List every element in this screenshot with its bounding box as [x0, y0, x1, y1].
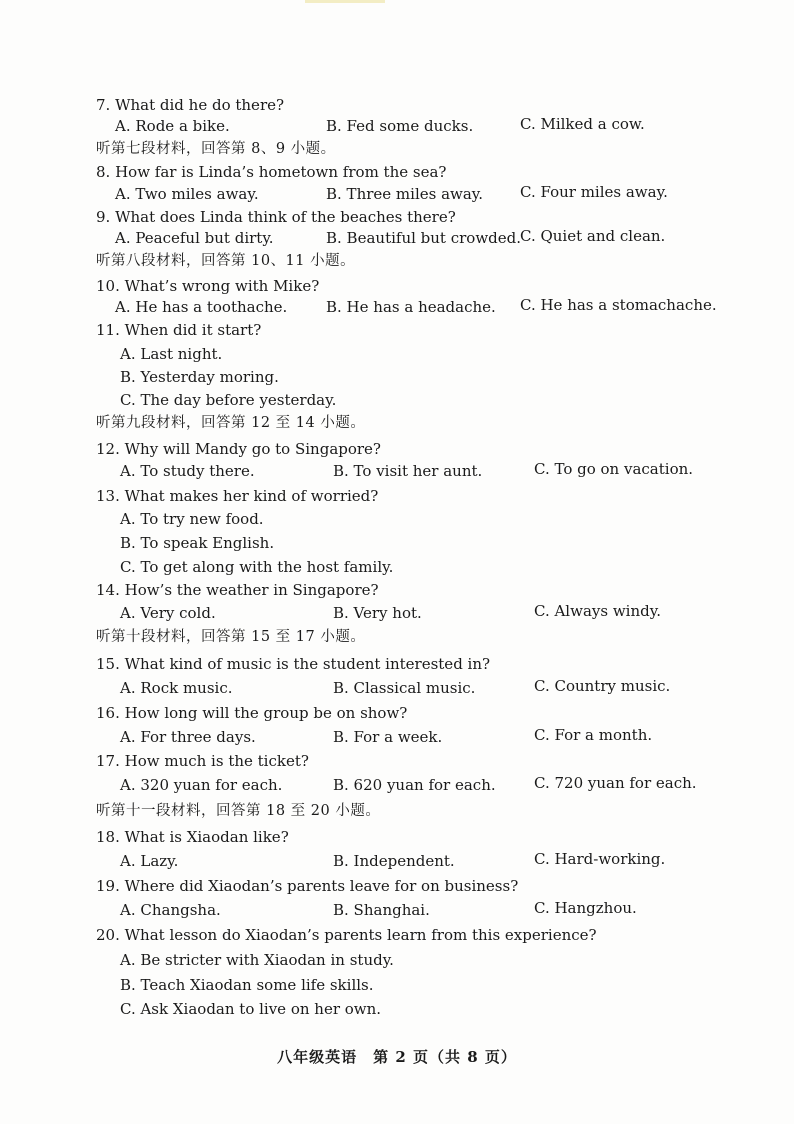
section-instruction: 听第八段材料，回答第 10、11 小题。: [96, 253, 356, 269]
answer-option: C. Ask Xiaodan to live on her own.: [120, 1000, 382, 1018]
option-b: B. For a week.: [333, 728, 443, 746]
answer-option: A. Be stricter with Xiaodan in study.: [120, 951, 394, 969]
option-b: B. Independent.: [333, 852, 455, 870]
question-text: 15. What kind of music is the student interested in?: [96, 655, 491, 673]
option-c: C. He has a stomachache.: [520, 296, 717, 314]
answer-option: B. Teach Xiaodan some life skills.: [120, 976, 374, 994]
option-c: C. For a month.: [534, 726, 653, 744]
question-text: 19. Where did Xiaodan’s parents leave for on business?: [96, 877, 519, 895]
option-c: C. Hard-working.: [534, 850, 666, 868]
question-text: 20. What lesson do Xiaodan’s parents learn from this experience?: [96, 926, 597, 944]
option-c: C. Country music.: [534, 677, 671, 695]
section-instruction: 听第七段材料，回答第 8、9 小题。: [96, 141, 336, 157]
option-c: C. Quiet and clean.: [520, 227, 666, 245]
option-b: B. Beautiful but crowded.: [326, 229, 522, 247]
answer-option: C. The day before yesterday.: [120, 391, 337, 409]
option-a: A. Changsha.: [120, 901, 221, 919]
section-instruction: 听第十段材料，回答第 15 至 17 小题。: [96, 629, 366, 645]
option-a: A. 320 yuan for each.: [120, 776, 283, 794]
question-text: 16. How long will the group be on show?: [96, 704, 408, 722]
answer-option: B. To speak English.: [120, 534, 275, 552]
answer-option: A. To try new food.: [120, 510, 264, 528]
option-a: A. To study there.: [120, 462, 255, 480]
option-c: C. Milked a cow.: [520, 115, 645, 133]
option-a: A. Rode a bike.: [115, 117, 230, 135]
option-a: A. He has a toothache.: [115, 298, 288, 316]
question-text: 17. How much is the ticket?: [96, 752, 309, 770]
question-text: 12. Why will Mandy go to Singapore?: [96, 440, 381, 458]
section-instruction: 听第九段材料，回答第 12 至 14 小题。: [96, 415, 366, 431]
option-b: B. Three miles away.: [326, 185, 484, 203]
option-c: C. Four miles away.: [520, 183, 668, 201]
question-text: 9. What does Linda think of the beaches there?: [96, 208, 456, 226]
question-text: 18. What is Xiaodan like?: [96, 828, 289, 846]
question-text: 7. What did he do there?: [96, 96, 285, 114]
top-edge-mark: [305, 0, 385, 3]
option-a: A. Very cold.: [120, 604, 216, 622]
option-a: A. Peaceful but dirty.: [115, 229, 274, 247]
option-c: C. Always windy.: [534, 602, 661, 620]
option-c: C. Hangzhou.: [534, 899, 637, 917]
section-instruction: 听第十一段材料，回答第 18 至 20 小题。: [96, 803, 381, 819]
answer-option: C. To get along with the host family.: [120, 558, 394, 576]
option-a: A. Rock music.: [120, 679, 233, 697]
question-text: 13. What makes her kind of worried?: [96, 487, 379, 505]
option-b: B. Fed some ducks.: [326, 117, 474, 135]
option-a: A. Lazy.: [120, 852, 179, 870]
question-text: 11. When did it start?: [96, 321, 262, 339]
page-footer: 八年级英语 第 2 页（共 8 页）: [277, 1048, 517, 1066]
answer-option: A. Last night.: [120, 345, 223, 363]
option-b: B. Very hot.: [333, 604, 422, 622]
option-b: B. Shanghai.: [333, 901, 430, 919]
option-c: C. 720 yuan for each.: [534, 774, 697, 792]
option-b: B. 620 yuan for each.: [333, 776, 496, 794]
option-a: A. For three days.: [120, 728, 256, 746]
answer-option: B. Yesterday moring.: [120, 368, 279, 386]
question-text: 14. How’s the weather in Singapore?: [96, 581, 379, 599]
option-b: B. He has a headache.: [326, 298, 496, 316]
question-text: 8. How far is Linda’s hometown from the sea?: [96, 163, 447, 181]
option-b: B. To visit her aunt.: [333, 462, 483, 480]
option-a: A. Two miles away.: [115, 185, 259, 203]
option-c: C. To go on vacation.: [534, 460, 694, 478]
question-text: 10. What’s wrong with Mike?: [96, 277, 320, 295]
option-b: B. Classical music.: [333, 679, 476, 697]
